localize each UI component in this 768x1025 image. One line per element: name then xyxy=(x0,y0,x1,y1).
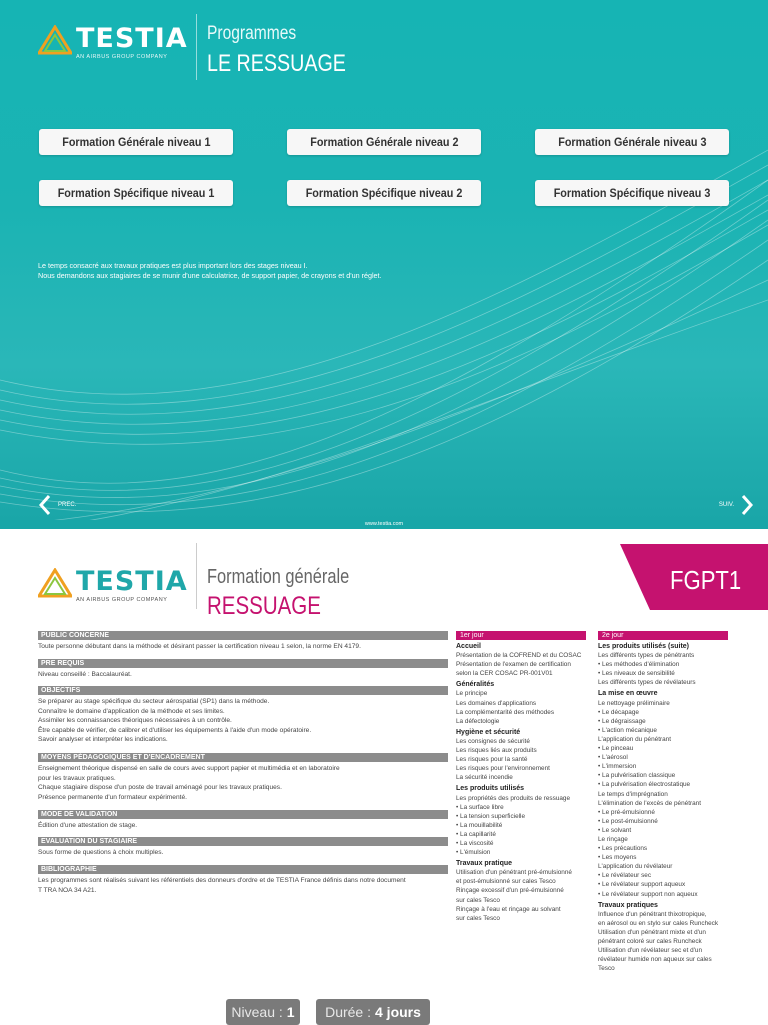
page-title: LE RESSUAGE xyxy=(207,50,346,77)
next-button[interactable]: SUIV. xyxy=(694,493,754,517)
program-item: La complémentarité des méthodes xyxy=(456,708,555,716)
section-moyens xyxy=(38,753,448,802)
program-item: en aérosol ou en stylo sur cales Runcheck xyxy=(598,919,719,927)
program-item: Rinçage à l'eau et rinçage au solvant xyxy=(456,905,561,913)
testia-logo-icon xyxy=(38,568,72,598)
program-item: sur cales Tesco xyxy=(456,896,500,904)
program-item: Présentation de la COFREND et du COSAC xyxy=(456,652,582,660)
header-divider xyxy=(196,543,197,609)
formation-specifique-1-button[interactable]: Formation Spécifique niveau 1 xyxy=(39,180,233,206)
program-item: • L'émulsion xyxy=(456,849,491,857)
formation-generale-3-button[interactable]: Formation Générale niveau 3 xyxy=(535,129,729,155)
section-heading: PUBLIC CONCERNE xyxy=(38,631,448,640)
testia-logo-icon xyxy=(38,25,72,55)
section-heading: BIBLIOGRAPHIE xyxy=(38,865,448,874)
section-evaluation xyxy=(38,837,448,858)
formation-generale-2-button[interactable]: Formation Générale niveau 2 xyxy=(287,129,481,155)
program-item: • Les précautions xyxy=(598,845,648,853)
logo-tagline: AN AIRBUS GROUP COMPANY xyxy=(76,54,168,60)
program-subheading: Les produits utilisés xyxy=(456,785,525,793)
program-item: • Le solvant xyxy=(598,826,632,834)
section-heading: PRE REQUIS xyxy=(38,659,448,668)
programmes-label: Programmes xyxy=(207,23,297,44)
program-subheading: Travaux pratique xyxy=(456,860,513,868)
program-item: • Le post-émulsionné xyxy=(598,817,658,825)
website-link[interactable]: www.testia.com xyxy=(364,521,404,527)
program-item: pénétrant coloré sur cales Runcheck xyxy=(598,938,702,945)
program-item: La défectologie xyxy=(456,717,500,725)
url-bar xyxy=(0,520,768,529)
program-item: Les différents types de révélateurs xyxy=(598,679,696,687)
program-item: • La mouillabilité xyxy=(456,821,503,829)
program-item: sur cales Tesco xyxy=(456,914,500,922)
program-item: • Les niveaux de sensibilité xyxy=(598,670,675,678)
program-item: • L'action mécanique xyxy=(598,726,657,734)
program-item: Le nettoyage préliminaire xyxy=(598,699,670,707)
niveau-badge: Niveau : 1 xyxy=(226,999,300,1025)
program-item: L'application du révélateur xyxy=(598,863,673,871)
course-code: FGPT1 xyxy=(670,565,742,595)
program-item: • Les moyens xyxy=(598,854,637,862)
program-item: révélateur humide non aqueux sur cales xyxy=(598,956,712,964)
day1-column xyxy=(456,631,586,923)
program-item: Le temps d'imprégnation xyxy=(598,790,668,798)
course-code-tab xyxy=(620,544,768,610)
program-item: • Les méthodes d'élimination xyxy=(598,661,680,669)
section-text: Sous forme de questions à choix multiples. xyxy=(38,849,164,856)
program-item: • L'immersion xyxy=(598,763,637,771)
program-item: selon la CER COSAC PR-001V01 xyxy=(456,670,553,678)
program-item: • La surface libre xyxy=(456,803,504,811)
program-subheading: Travaux pratiques xyxy=(598,901,658,909)
section-text: Niveau conseillé : Baccalauréat. xyxy=(38,671,132,678)
program-item: Les propriétés des produits de ressuage xyxy=(456,794,571,802)
program-item: Présentation de l'examen de certification xyxy=(456,661,571,669)
testia-logo xyxy=(38,25,188,60)
section-text: Se préparer au stage spécifique du secteur aérospatial (SP1) dans la méthode. Connaître le domaine d'application de la méthode et ses limites. Assimiler les connaissances théoriques nécessaires à un contrôle. Être capable de vérifier, de calibrer et d'utiliser les équipements à l'aide d'un mode opératoire. Savoir analyser et interpréter les indications. xyxy=(38,698,312,744)
program-item: • L'aérosol xyxy=(598,754,628,762)
program-item: Rinçage excessif d'un pré-émulsionné xyxy=(456,887,564,895)
chevron-right-icon xyxy=(740,494,754,516)
program-item: • La pulvérisation classique xyxy=(598,772,676,780)
day2-column xyxy=(598,631,728,973)
section-heading: MOYENS PÉDAGOGIQUES ET D'ENCADREMENT xyxy=(38,753,448,762)
program-item: • La pulvérisation électrostatique xyxy=(598,781,691,789)
program-item: Les risques pour la santé xyxy=(456,756,528,764)
program-item: • Le révélateur sec xyxy=(598,872,652,880)
formation-generale-1-button[interactable]: Formation Générale niveau 1 xyxy=(39,129,233,155)
program-subheading: Généralités xyxy=(456,681,495,689)
program-item: • Le dégraissage xyxy=(598,717,646,725)
program-item: • Le révélateur support non aqueux xyxy=(598,890,698,898)
formation-label: Formation générale xyxy=(207,566,350,588)
program-subheading: La mise en œuvre xyxy=(598,690,658,698)
program-item: Le principe xyxy=(456,690,488,698)
section-public xyxy=(38,631,448,652)
program-item: et post-émulsionné sur cales Tesco xyxy=(456,878,556,886)
program-item: • La capillarité xyxy=(456,830,496,838)
program-item: • Le pinceau xyxy=(598,745,634,753)
header-divider xyxy=(196,14,197,80)
program-item: Utilisation d'un révélateur sec et d'un xyxy=(598,947,703,955)
section-heading: MODE DE VALIDATION xyxy=(38,810,448,819)
program-item: Tesco xyxy=(598,965,615,973)
program-item: Les domaines d'applications xyxy=(456,699,537,707)
duree-badge: Durée : 4 jours xyxy=(316,999,430,1025)
logo-wordmark: TESTIA xyxy=(76,566,188,597)
logo-wordmark: TESTIA xyxy=(76,23,188,54)
program-item: Utilisation d'un pénétrant pré-émulsionné xyxy=(456,869,572,877)
program-item: L'élimination de l'excès de pénétrant xyxy=(598,799,701,807)
section-objectifs xyxy=(38,686,448,745)
formation-page xyxy=(0,529,768,1024)
program-item: Le rinçage xyxy=(598,835,628,843)
program-item: Les risques pour l'environnement xyxy=(456,765,550,773)
program-item: • Le révélateur support aqueux xyxy=(598,881,686,889)
prev-button[interactable]: PREC. xyxy=(38,493,98,517)
program-item: • Le décapage xyxy=(598,708,639,716)
day2-heading: 2e jour xyxy=(598,631,728,640)
logo-tagline: AN AIRBUS GROUP COMPANY xyxy=(76,597,168,603)
testia-logo xyxy=(38,568,188,603)
chevron-left-icon xyxy=(38,494,52,516)
section-validation xyxy=(38,810,448,831)
day1-heading: 1er jour xyxy=(456,631,586,640)
program-item: Les risques liés aux produits xyxy=(456,747,537,755)
program-item: • La tension superficielle xyxy=(456,812,526,820)
program-item: Les consignes de sécurité xyxy=(456,737,530,745)
practical-note: Le temps consacré aux travaux pratiques est plus important lors des stages niveau I. Nous demandons aux stagiaires de se munir d'une calculatrice, de support papier, de crayons et d'un réglet. xyxy=(38,261,382,280)
formation-specifique-3-button[interactable]: Formation Spécifique niveau 3 xyxy=(535,180,729,206)
section-text: Enseignement théorique dispensé en salle de cours avec support papier et multimédia et en laboratoire pour les travaux pratiques. Chaque stagiaire dispose d'un poste de travail aménagé pour les travaux pratiques. Présence permanente d'un formateur expérimenté. xyxy=(38,765,340,801)
section-heading: EVALUATION DU STAGIAIRE xyxy=(38,837,448,846)
section-prerequis xyxy=(38,659,448,680)
section-text: Toute personne débutant dans la méthode et désirant passer la certification niveau 1 selon, la norme EN 4179. xyxy=(38,643,361,650)
program-item: Utilisation d'un pénétrant mixte et d'un xyxy=(598,928,706,936)
section-heading: OBJECTIFS xyxy=(38,686,448,695)
program-item: L'application du pénétrant xyxy=(598,735,671,743)
program-item: • La viscosité xyxy=(456,839,494,847)
program-subheading: Hygiène et sécurité xyxy=(456,728,521,736)
program-subheading: Accueil xyxy=(456,643,481,650)
formation-specifique-2-button[interactable]: Formation Spécifique niveau 2 xyxy=(287,180,481,206)
program-subheading: Les produits utilisés (suite) xyxy=(598,643,690,650)
program-item: Influence d'un pénétrant thixotropique, xyxy=(598,910,707,918)
program-item: Les différents types de pénétrants xyxy=(598,652,695,660)
formation-title: RESSUAGE xyxy=(207,592,321,620)
section-text: Les programmes sont réalisés suivant les référentiels des donneurs d'ordre et de TESTIA France définis dans notre document T TRA NOA 34 A21. xyxy=(38,877,406,894)
section-bibliographie xyxy=(38,865,448,895)
section-text: Édition d'une attestation de stage. xyxy=(38,822,138,829)
program-item: • Le pré-émulsionné xyxy=(598,808,655,816)
program-item: La sécurité incendie xyxy=(456,774,513,782)
